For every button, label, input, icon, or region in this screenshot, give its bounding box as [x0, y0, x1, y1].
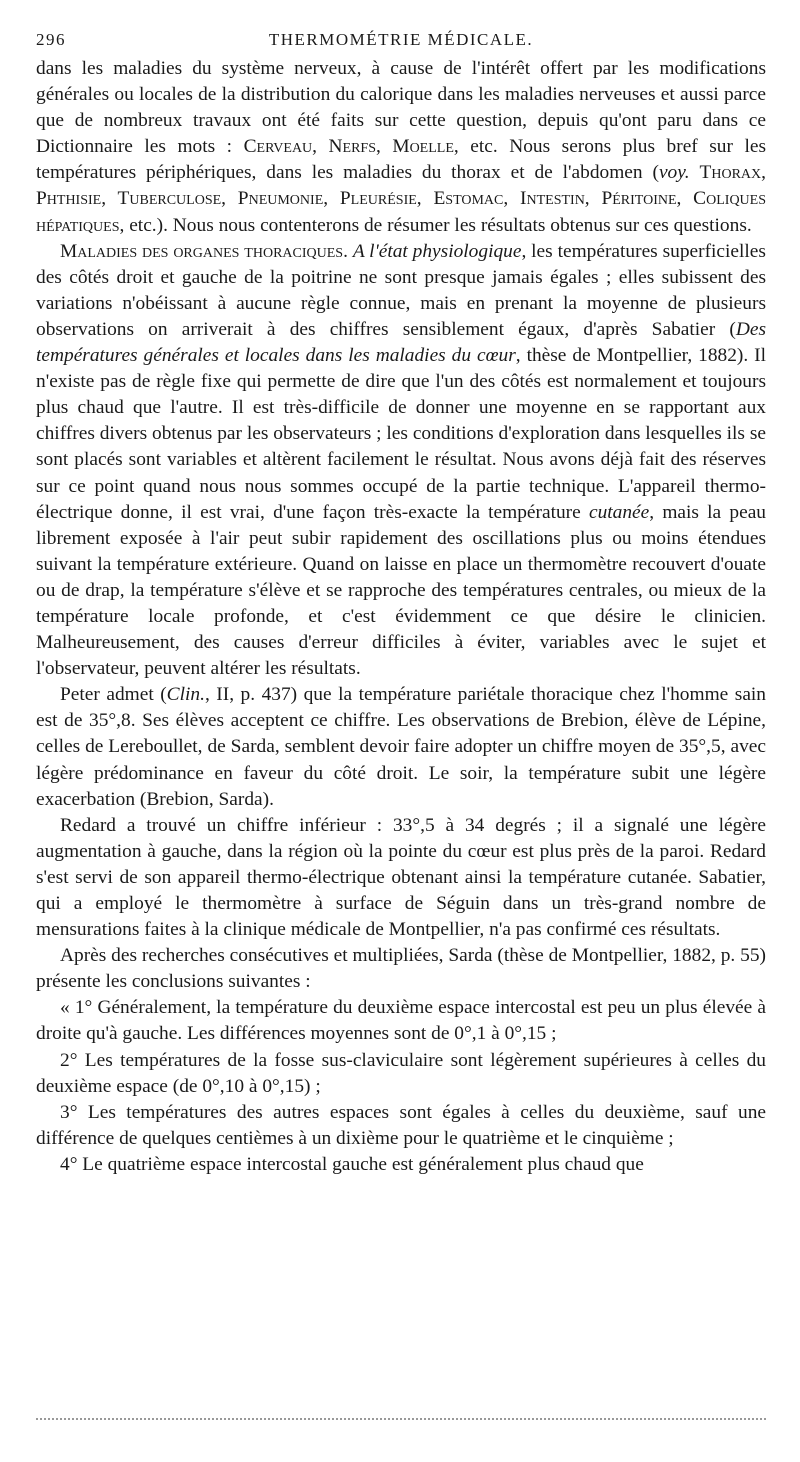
conclusion-4: 4° Le quatrième espace intercostal gauche est généralement plus chaud que — [60, 1153, 644, 1175]
running-title: THERMOMÉTRIE MÉDICALE. — [268, 30, 534, 49]
paragraph-nervous-system: dans les maladies du système nerveux, à cause de l'intérêt offert par les modifications générales ou locales de la distribution du calorique dans les maladies nerveuses et aussi parce que de nombreux travaux ont été faits sur cette question, depuis qu'ont paru dans ce Dictionnaire les mots : Cerveau, Nerfs, Moelle, etc. Nous serons plus bref sur les températures périphériques, dans les maladies du thorax et de l'abdomen (voy. Thorax, Phthisie, Tuberculose, Pneumonie, Pleurésie, Estomac, Intestin, Péritoine, Coliques hépatiques, etc.). Nous nous contenterons de résumer les résultats obtenus sur ces questions. — [36, 58, 767, 236]
conclusion-3: 3° Les températures des autres espaces sont égales à celles du deuxième, sauf une différence de quelques centièmes à un dixième pour le quatrième et le cinquième ; — [36, 1101, 766, 1149]
cited-title: Des températures générales et locales dans les maladies du cœur — [36, 318, 766, 367]
paragraph-sarda: Après des recherches consécutives et multipliées, Sarda (thèse de Montpellier, 1882, p. 55) présente les conclusions suivantes : — [36, 945, 766, 993]
section-heading: Maladies des organes thoraciques. — [60, 240, 348, 262]
page-number: 296 — [36, 30, 66, 49]
paragraph-thoracic-organs: Maladies des organes thoraciques. A l'état physiologique, les températures superficielles des côtés droit et gauche de la poitrine ne sont presque jamais égales ; elles subissent des variations n'obéissant à aucune règle connue, mais en prenant la moyenne de plusieurs observations on arriverait à des chiffres sensiblement égaux, d'après Sabatier (Des températures générales et locales dans les maladies du cœur, thèse de Montpellier, 1882). Il n'existe pas de règle fixe qui permette de dire que l'un des côtés est normalement et toujours plus chaud que l'autre. Il est très-difficile de donner une moyenne en se rapportant aux chiffres divers obtenus par les observateurs ; les conditions d'exploration dans lesquelles ils se sont placés sont variables et altèrent facilement le résultat. Nous avons déjà fait des réserves sur ce point quand nous nous sommes occupé de la partie technique. L'appareil thermo-électrique donne, il est vrai, d'une façon très-exacte la température cutanée, mais la peau librement exposée à l'air peut subir rapidement des oscillations plus ou moins étendues suivant la température extérieure. Quand on laisse en place un thermomètre recouvert d'ouate ou de drap, la température s'élève et se rapproche des températures centrales, ou mieux de la température locale profonde, et c'est évidemment ce que désire le clinicien. Malheureusement, des causes d'erreur difficiles à éviter, variables avec le sujet et l'observateur, peuvent altérer les résultats. — [36, 240, 767, 680]
conclusion-2: 2° Les températures de la fosse sus-claviculaire sont légèrement supérieures à celles du deuxième espace (de 0°,10 à 0°,15) ; — [36, 1049, 766, 1097]
cross-reference-terms: Thorax, Phthisie, Tuberculose, Pneumonie, Pleurésie, Estomac, Intestin, Péritoine, Coliques hépatiques — [36, 162, 766, 236]
conclusion-1: « 1° Généralement, la température du deuxième espace intercostal est peu un plus élevée à droite qu'à gauche. Les différences moyennes sont de 0°,1 à 0°,15 ; — [36, 997, 766, 1045]
footer-dotted-rule — [36, 1418, 766, 1420]
running-header — [36, 30, 766, 56]
page — [36, 30, 766, 1178]
paragraph-peter: Peter admet (Clin., II, p. 437) que la température pariétale thoracique chez l'homme sain est de 35°,8. Ses élèves acceptent ce chiffre. Les observations de Brebion, élève de Lépine, celles de Lereboullet, de Sarda, semblent devoir faire adopter un chiffre moyen de 35°,5, avec légère prédominance en faveur du côté droit. Le soir, la température subit une légère exacerbation (Brebion, Sarda). — [36, 684, 767, 810]
paragraph-redard: Redard a trouvé un chiffre inférieur : 33°,5 à 34 degrés ; il a signalé une légère augmentation à gauche, dans la région où la pointe du cœur est plus près de la paroi. Redard s'est servi de son appareil thermo-électrique obtenant ainsi la température cutanée. Sabatier, qui a employé le thermomètre à surface de Séguin dans un très-grand nombre de mensurations faites à la clinique médicale de Montpellier, n'a pas confirmé ces résultats. — [36, 814, 766, 941]
cross-reference-terms: Cerveau, Nerfs, Moelle — [243, 136, 454, 158]
